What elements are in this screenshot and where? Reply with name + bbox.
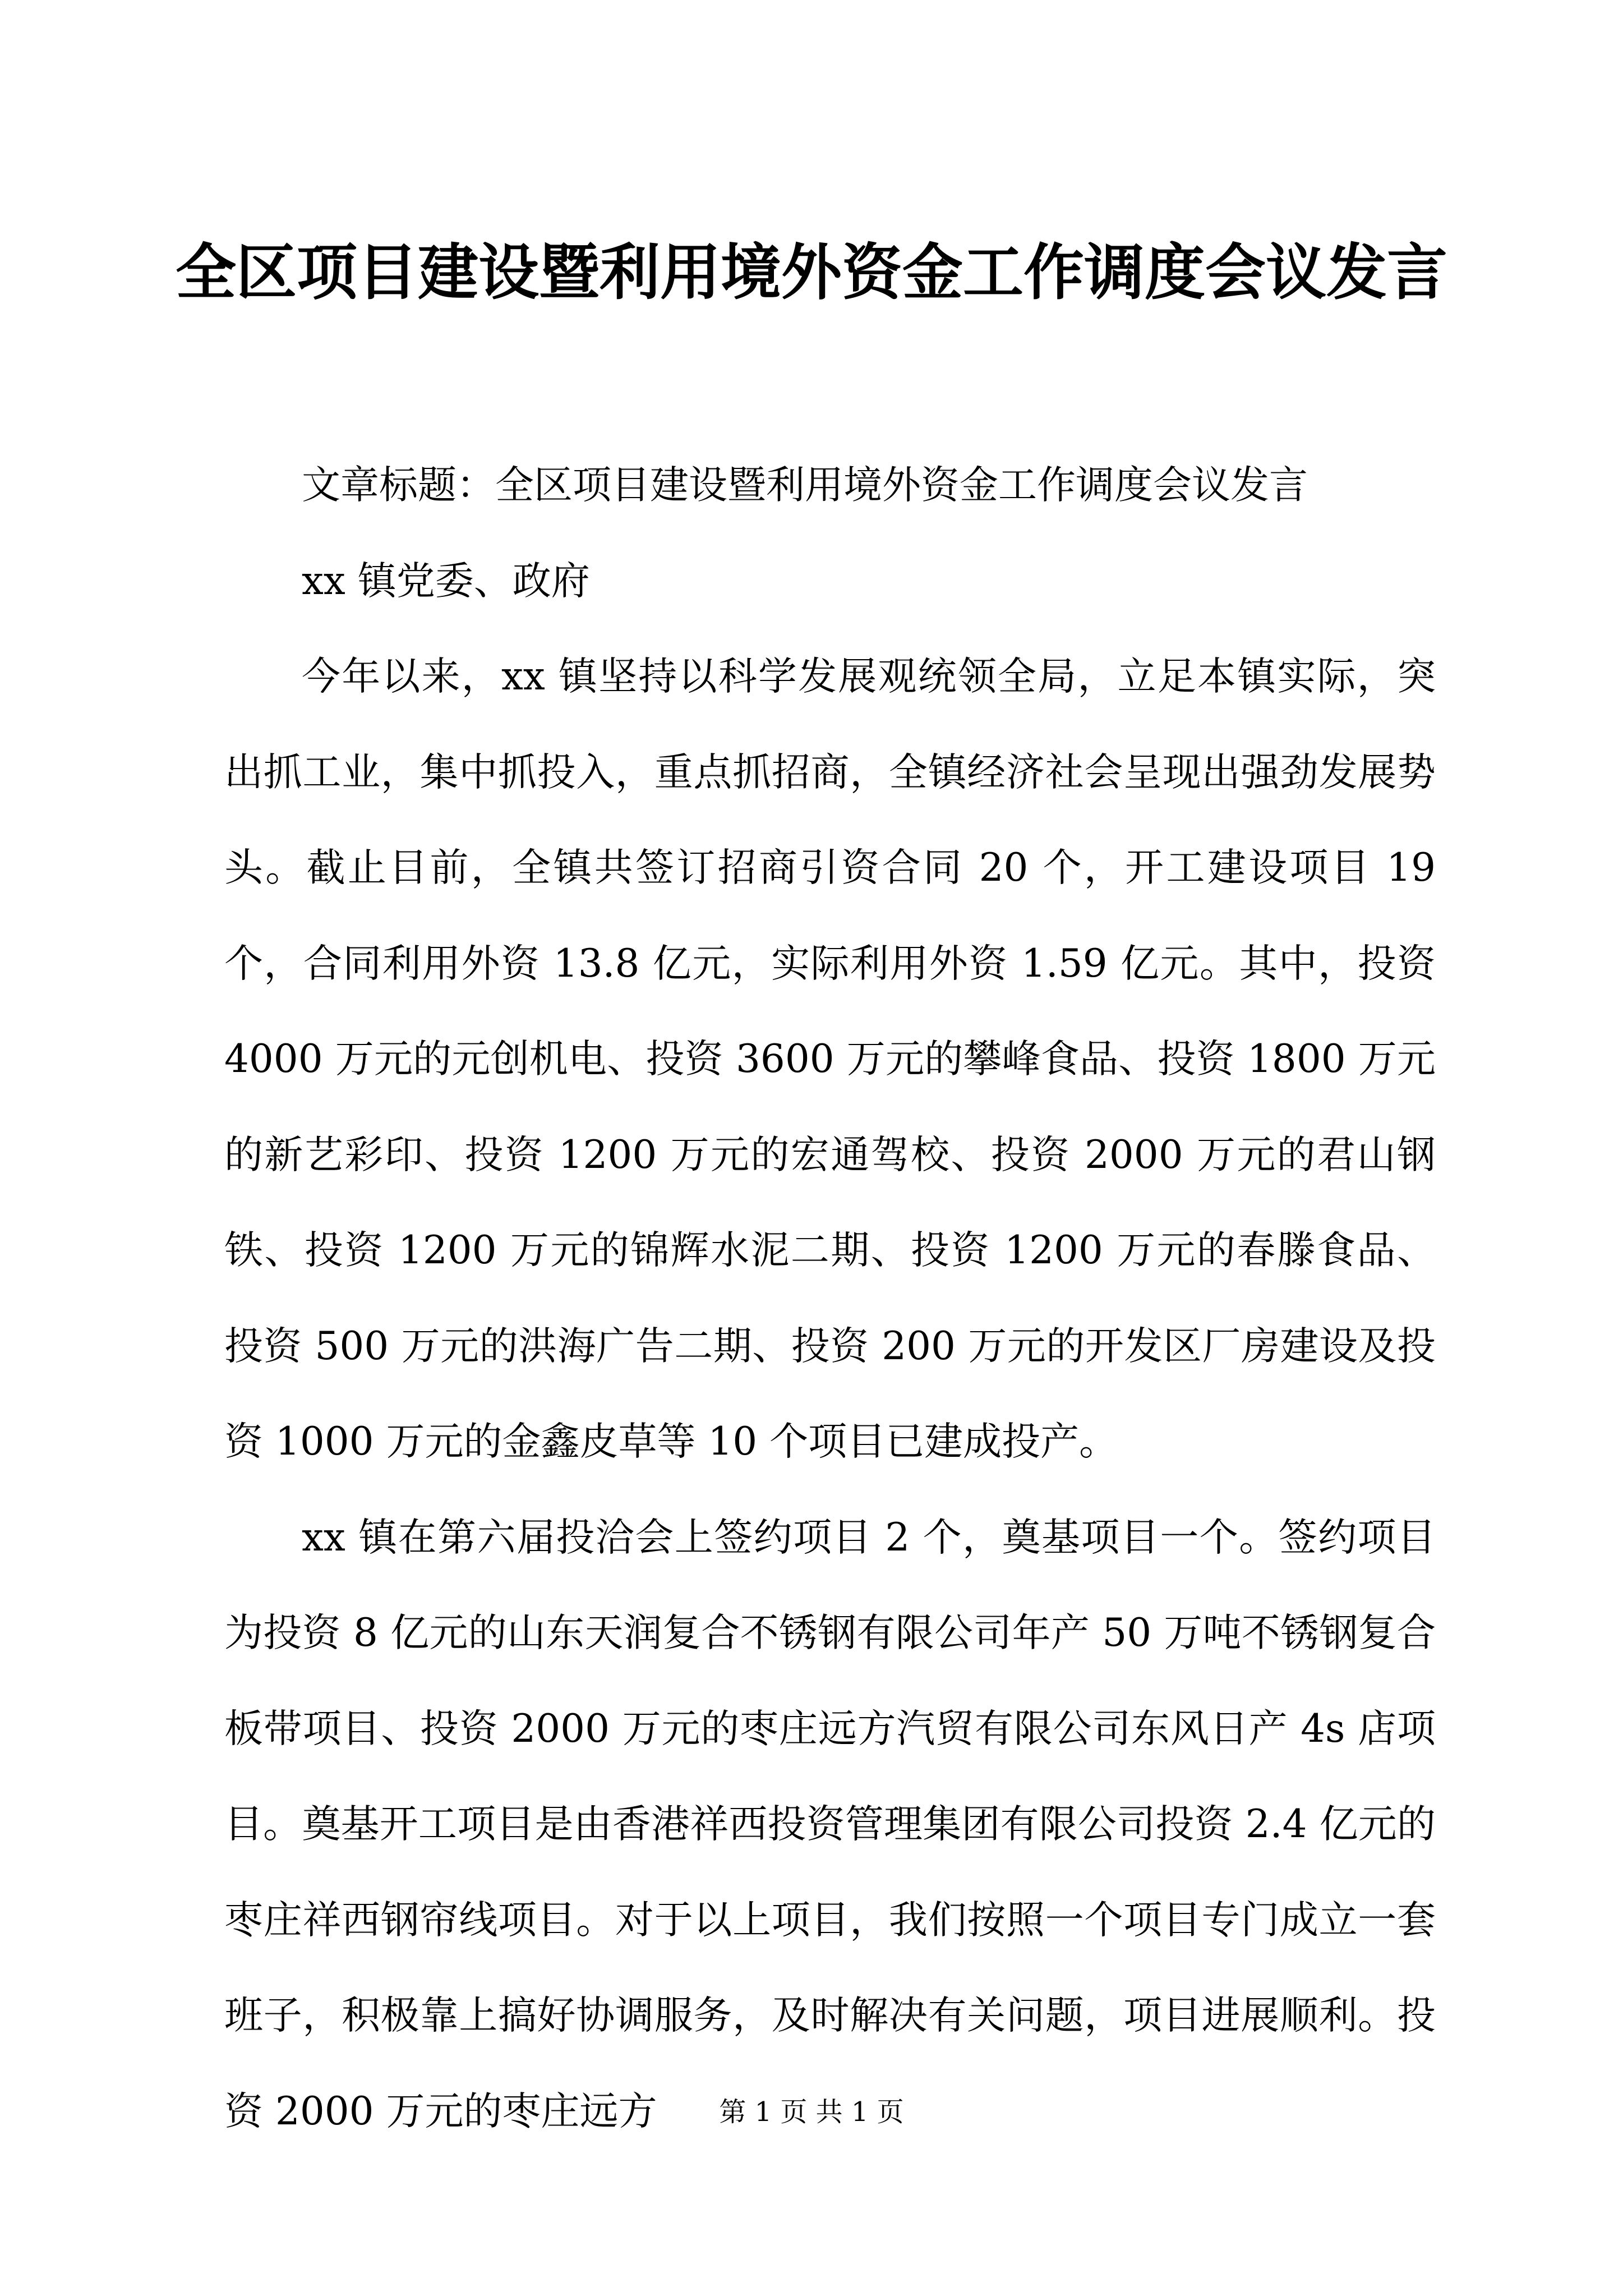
paragraph-overview: 今年以来，xx 镇坚持以科学发展观统领全局，立足本镇实际，突出抓工业，集中抓投入，重点抓招商，全镇经济社会呈现出强劲发展势头。截止目前，全镇共签订招商引资合同 20 个，开工建设项目 19 个，合同利用外资 13.8 亿元，实际利用外资 1.59 亿元。其中，投资 4000 万元的元创机电、投资 3600 万元的攀峰食品、投资 1800 万元的新艺彩印、投资 1200 万元的宏通驾校、投资 2000 万元的君山钢铁、投资 1200 万元的锦辉水泥二期、投资 1200 万元的春滕食品、投资 500 万元的洪海广告二期、投资 200 万元的开发区厂房建设及投资 1000 万元的金鑫皮草等 10 个项目已建成投产。 [224, 654, 1436, 1464]
paragraph-author: xx 镇党委、政府 [302, 558, 590, 604]
paragraph-article-title: 文章标题：全区项目建设暨利用境外资金工作调度会议发言 [302, 463, 1308, 508]
paragraph-signed-projects: xx 镇在第六届投洽会上签约项目 2 个，奠基项目一个。签约项目为投资 8 亿元的山东天润复合不锈钢有限公司年产 50 万吨不锈钢复合板带项目、投资 2000 万元的枣庄远方汽贸有限公司东风日产 4s 店项目。奠基开工项目是由香港祥西投资管理集团有限公司投资 2.4 亿元的枣庄祥西钢帘线项目。对于以上项目，我们按照一个项目专门成立一套班子，积极靠上搞好协调服务，及时解决有关问题，项目进展顺利。投资 2000 万元的枣庄远方 [224, 1515, 1436, 2134]
document-body [224, 438, 1436, 2159]
document-title: 全区项目建设暨利用境外资金工作调度会议发言 [175, 238, 1447, 308]
page-footer: 第 1 页 共 1 页 [719, 2096, 904, 2128]
